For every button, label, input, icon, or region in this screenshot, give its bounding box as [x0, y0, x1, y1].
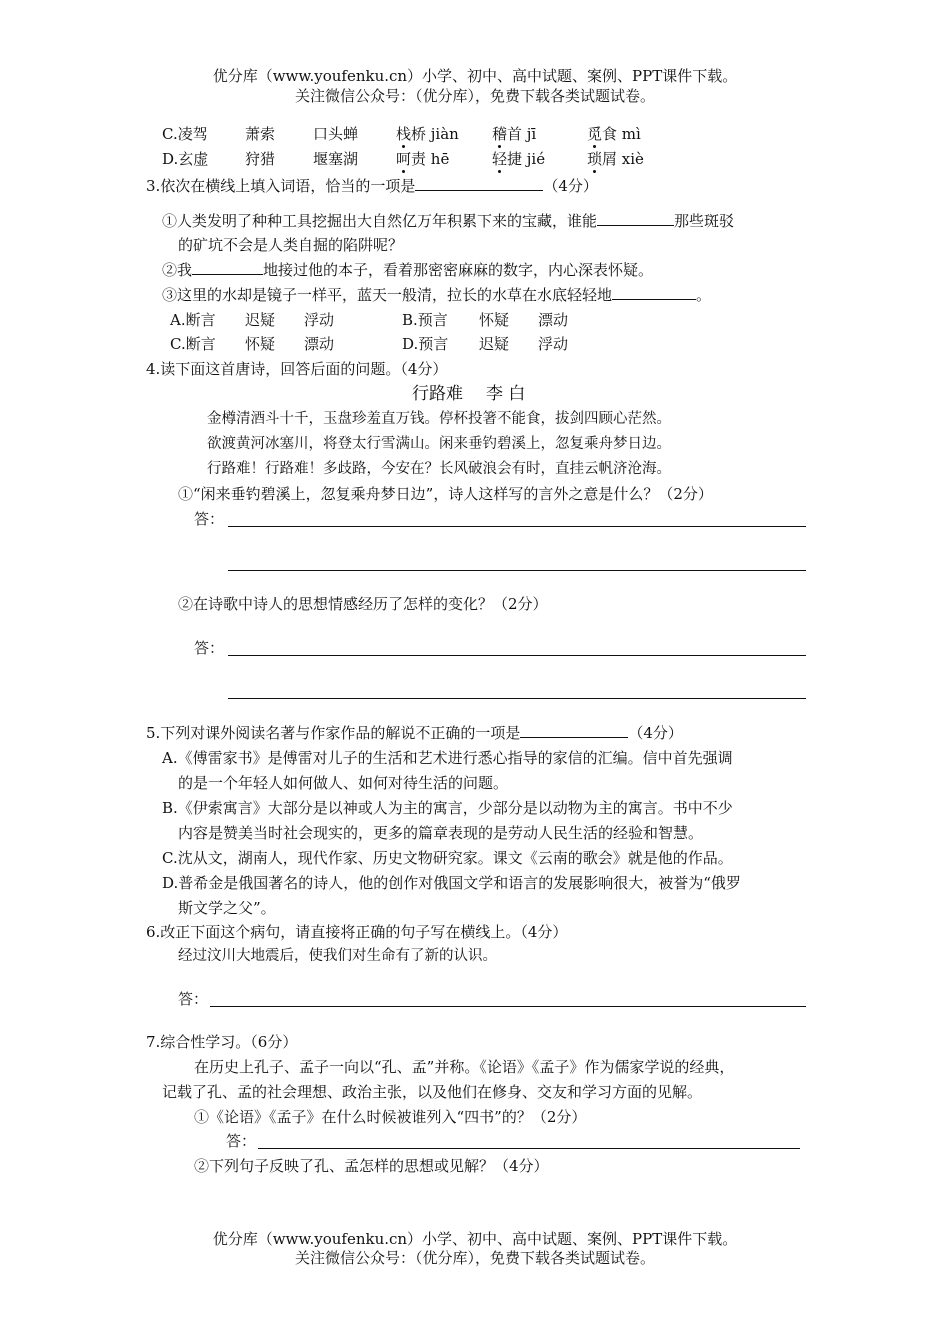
q2-d-word-4-rest: 责 hē [411, 150, 450, 168]
q2-c-word-4-rest: 桥 jiàn [411, 125, 459, 143]
footer-line-2: 关注微信公众号：（优分库），免费下载各类试题试卷。 [294, 1249, 655, 1267]
q3-s1-part-b: 那些斑驳 [674, 212, 735, 230]
q3-sentence-1-cont: 的矿坑不会是人类自掘的陷阱呢？ [178, 236, 404, 254]
q2-d-word-6 [587, 149, 644, 169]
q4-1-answer-line-2[interactable] [228, 570, 806, 571]
q3-option-d-1: D.预言 [402, 335, 449, 353]
q7-paragraph-line-1: 在历史上孔子、孟子一向以“孔、孟”并称。《论语》《孟子》作为儒家学说的经典， [194, 1058, 735, 1076]
q3-option-d-3: 浮动 [538, 335, 569, 353]
q7-sub-question-2: ②下列句子反映了孔、孟怎样的思想或见解？（4分） [194, 1157, 549, 1175]
q2-c-word-4-dotted: 栈 [396, 125, 412, 143]
q2-d-word-4 [396, 149, 449, 169]
q5-answer-blank[interactable] [520, 723, 628, 738]
q3-option-a-2: 迟疑 [245, 311, 276, 329]
q2-d-word-4-dotted: 呵 [396, 150, 412, 168]
q7-1-answer-label: 答： [226, 1132, 257, 1150]
q3-s3-part-b: 。 [696, 286, 712, 304]
q5-option-a-line-2: 的是一个年轻人如何做人、如何对待生活的问题。 [178, 774, 509, 792]
q3-answer-blank[interactable] [415, 176, 543, 191]
q5-option-d-line-1: D.普希金是俄国著名的诗人，他的创作对俄国文学和语言的发展影响很大，被誉为“俄罗 [162, 874, 741, 892]
q7-paragraph-line-2: 记载了孔、孟的社会理想、政治主张，以及他们在修身、交友和学习方面的见解。 [162, 1083, 703, 1101]
q4-sub-question-1: ①“闲来垂钓碧溪上，忽复乘舟梦日边”，诗人这样写的言外之意是什么？（2分） [178, 485, 713, 503]
q7-stem: 7.综合性学习。（6分） [146, 1033, 298, 1051]
q5-stem-text: 5.下列对课外阅读名著与作家作品的解说不正确的一项是 [146, 724, 521, 742]
q3-s2-blank[interactable] [192, 260, 263, 275]
q6-answer-line[interactable] [210, 1006, 806, 1007]
q3-s1-blank[interactable] [597, 211, 674, 226]
q6-answer-label: 答： [178, 990, 209, 1008]
q3-option-b-1: B.预言 [402, 311, 448, 329]
q2-c-word-5-rest: 首 jī [507, 125, 537, 143]
q3-sentence-3 [162, 285, 711, 305]
q2-c-word-4 [396, 124, 459, 144]
q4-2-answer-label: 答： [194, 639, 225, 657]
q3-s2-part-a: ②我 [162, 261, 193, 279]
q3-s1-part-a: ①人类发明了种种工具挖掘出大自然亿万年积累下来的宝藏，谁能 [162, 212, 598, 230]
q2-c-word-6 [587, 124, 641, 144]
poem-author: 李 白 [486, 384, 526, 404]
poem-line-1: 金樽清酒斗十千，玉盘珍羞直万钱。停杯投箸不能食，拔剑四顾心茫然。 [207, 411, 671, 427]
q2-d-word-2: 狩猎 [245, 150, 276, 168]
q3-option-c-1: C.断言 [170, 335, 216, 353]
q2-d-word-5-dotted: 轻 [492, 150, 508, 168]
poem-line-3: 行路难！行路难！多歧路，今安在？长风破浪会有时，直挂云帆济沧海。 [207, 461, 671, 477]
q3-s3-part-a: ③这里的水却是镜子一样平，蓝天一般清，拉长的水草在水底轻轻地 [162, 286, 613, 304]
q4-sub-question-2: ②在诗歌中诗人的思想情感经历了怎样的变化？（2分） [178, 595, 548, 613]
q5-option-c: C.沈从文，湖南人，现代作家、历史文物研究家。课文《云南的歌会》就是他的作品。 [162, 849, 733, 867]
q5-score: （4分） [628, 724, 683, 742]
q4-1-answer-line-1[interactable] [228, 526, 806, 527]
q2-c-word-6-rest: 食 mì [602, 125, 641, 143]
q3-s2-part-b: 地接过他的本子，看着那密密麻麻的数字，内心深表怀疑。 [263, 261, 654, 279]
q2-d-word-6-rest: 屑 xiè [602, 150, 644, 168]
q3-option-c-2: 怀疑 [245, 335, 276, 353]
q3-stem [146, 176, 598, 196]
poem-line-2: 欲渡黄河冰塞川，将登太行雪满山。闲来垂钓碧溪上，忽复乘舟梦日边。 [207, 436, 671, 452]
q6-stem: 6.改正下面这个病句，请直接将正确的句子写在横线上。（4分） [146, 923, 568, 941]
q2-d-word-3: 堰塞湖 [313, 150, 359, 168]
q3-option-b-3: 漂动 [538, 311, 569, 329]
q2-c-word-2: 萧索 [245, 125, 276, 143]
q2-d-word-6-dotted: 琐 [587, 150, 603, 168]
q2-d-word-5 [492, 149, 545, 169]
q2-c-word-1: C.凌驾 [162, 125, 208, 143]
q2-c-word-3: 口头蝉 [313, 125, 359, 143]
q7-sub-question-1: ①《论语》《孟子》在什么时候被谁列入“四书”的？（2分） [194, 1108, 587, 1126]
q3-s3-blank[interactable] [612, 285, 696, 300]
q5-option-d-line-2: 斯文学之父”。 [178, 899, 276, 917]
q5-option-a-line-1: A.《傅雷家书》是傅雷对儿子的生活和艺术进行悉心指导的家信的汇编。信中首先强调 [162, 749, 733, 767]
q3-option-d-2: 迟疑 [479, 335, 510, 353]
poem-title: 行路难 [412, 384, 463, 404]
q5-option-b-line-2: 内容是赞美当时社会现实的，更多的篇章表现的是劳动人民生活的经验和智慧。 [178, 824, 704, 842]
q3-stem-text: 3.依次在横线上填入词语，恰当的一项是 [146, 177, 416, 195]
q3-sentence-1 [162, 211, 734, 231]
q2-c-word-6-dotted: 觅 [587, 125, 603, 143]
q7-1-answer-line[interactable] [258, 1148, 800, 1149]
q4-2-answer-line-2[interactable] [228, 698, 806, 699]
q6-faulty-sentence: 经过汶川大地震后，使我们对生命有了新的认识。 [178, 948, 497, 964]
q2-c-word-5 [492, 124, 536, 144]
q3-option-a-3: 浮动 [304, 311, 335, 329]
q3-option-a-1: A.断言 [170, 311, 216, 329]
q5-stem [146, 723, 683, 743]
q3-sentence-2 [162, 260, 653, 280]
q2-d-word-5-rest: 捷 jié [507, 150, 546, 168]
header-line-1: 优分库（www.youfenku.cn）小学、初中、高中试题、案例、PPT课件下载。 [212, 67, 738, 85]
q2-c-word-5-dotted: 稽 [492, 125, 508, 143]
q3-option-b-2: 怀疑 [479, 311, 510, 329]
q4-2-answer-line-1[interactable] [228, 655, 806, 656]
q5-option-b-line-1: B.《伊索寓言》大部分是以神或人为主的寓言，少部分是以动物为主的寓言。书中不少 [162, 799, 733, 817]
q4-stem: 4.读下面这首唐诗，回答后面的问题。（4分） [146, 360, 448, 378]
q2-d-word-1: D.玄虚 [162, 150, 209, 168]
footer-line-1: 优分库（www.youfenku.cn）小学、初中、高中试题、案例、PPT课件下载。 [212, 1230, 738, 1248]
q4-1-answer-label: 答： [194, 510, 225, 528]
q3-option-c-3: 漂动 [304, 335, 335, 353]
q3-score: （4分） [543, 177, 598, 195]
header-line-2: 关注微信公众号：（优分库），免费下载各类试题试卷。 [294, 87, 655, 105]
